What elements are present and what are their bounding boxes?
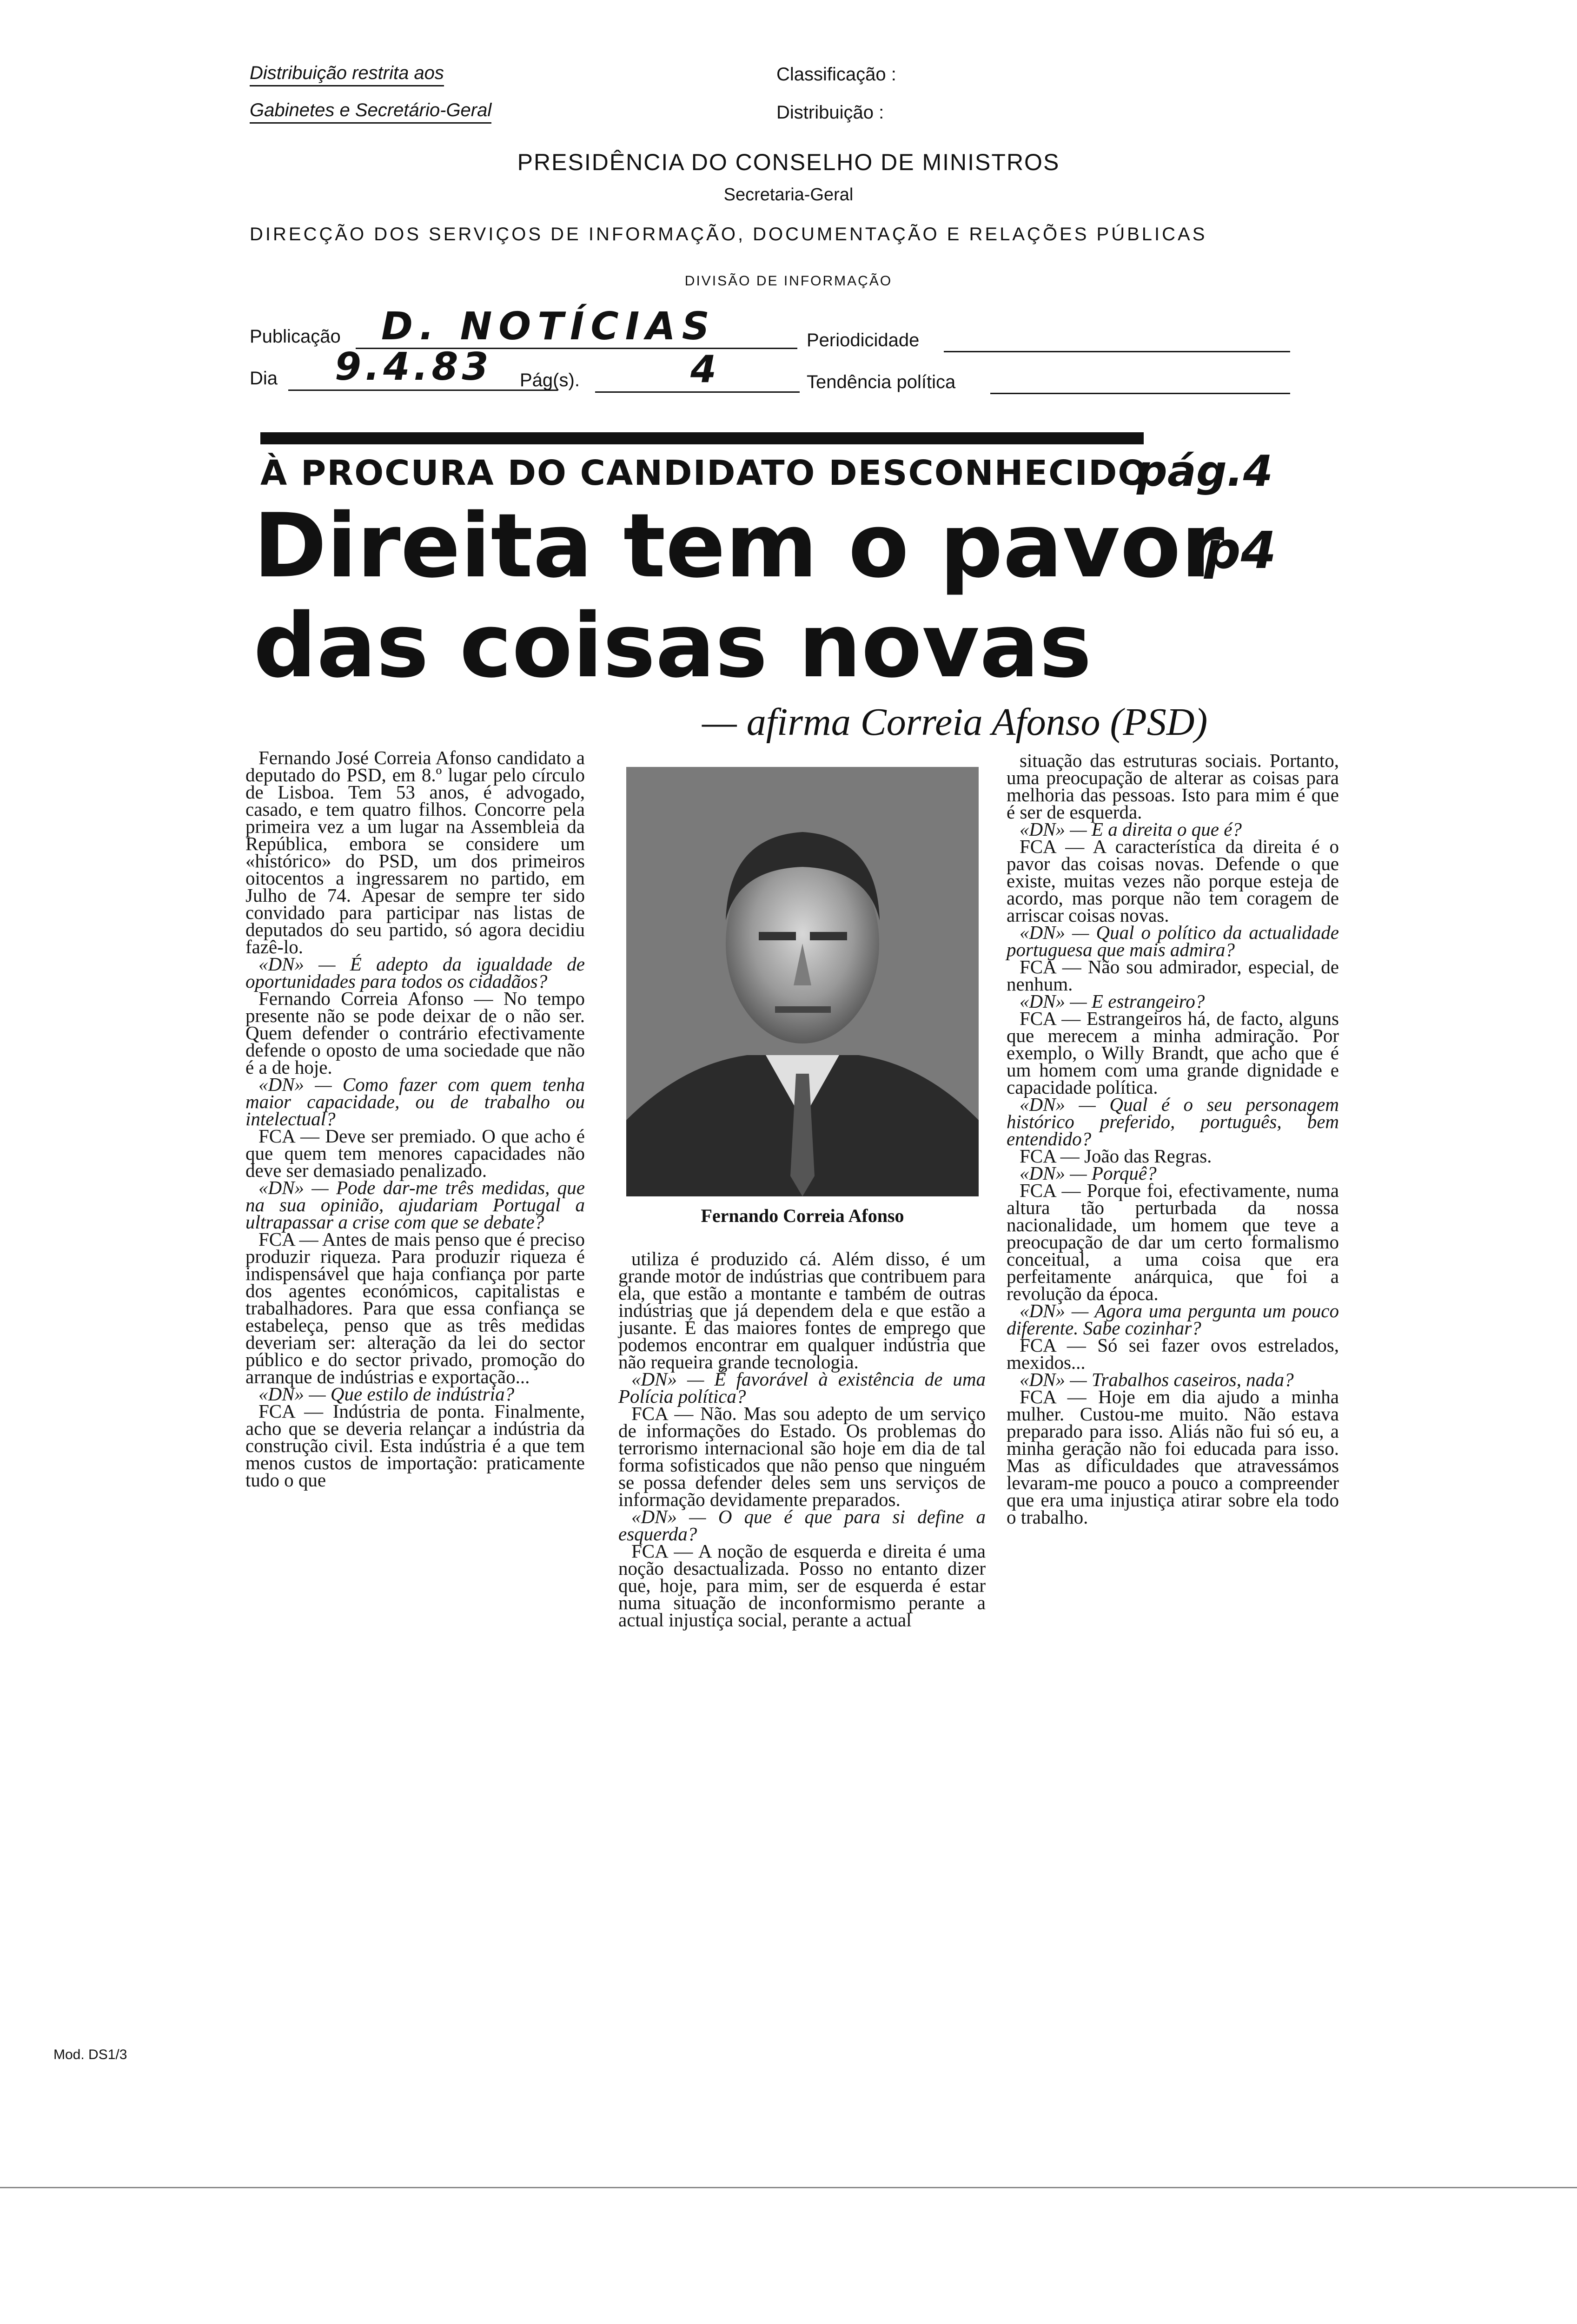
- paragraph: utiliza é produzido cá. Além disso, é um grande motor de indústrias que contribuem para ela, que estão a montante e também de outras indústrias que já dependem dela e que estão a jusante. É das maiores fontes de emprego que podemos encontrar em qualquer indústria que não requeira grande tecnologia.: [618, 1248, 986, 1373]
- pages-label: Pág(s).: [520, 370, 580, 390]
- distribution-label: Distribuição :: [776, 102, 884, 123]
- periodicity-label: Periodicidade: [807, 330, 920, 350]
- paragraph: «DN» — É adepto da igualdade de oportunidades para todos os cidadãos?: [245, 953, 585, 992]
- paragraph: FCA — Deve ser premiado. O que acho é que quem tem menores capacidades não deve ser demasiado penalizado.: [245, 1125, 585, 1181]
- paragraph: FCA — A característica da direita é o pavor das coisas novas. Defende o que existe, muitas vezes não porque esteja de acordo, mas porque não tem coragem de arriscar coisas novas.: [1007, 836, 1339, 926]
- article-kicker: À PROCURA DO CANDIDATO DESCONHECIDO: [260, 453, 1148, 493]
- pages-handwritten: 4: [690, 348, 716, 391]
- paragraph: FCA — Estrangeiros há, de facto, alguns que merecem a minha admiração. Por exemplo, o Willy Brandt, que acho que é um homem com uma grande dignidade e capacidade política.: [1007, 1008, 1339, 1098]
- periodicity-underline: [944, 351, 1290, 352]
- org-title: PRESIDÊNCIA DO CONSELHO DE MINISTROS: [517, 149, 1060, 175]
- column-1: [245, 749, 585, 1489]
- day-label: Dia: [250, 368, 278, 389]
- paragraph: «DN» — Agora uma pergunta um pouco diferente. Sabe cozinhar?: [1007, 1300, 1339, 1339]
- paragraph: Fernando José Correia Afonso candidato a deputado do PSD, em 8.º lugar pelo círculo de Lisboa. Tem 53 anos, é advogado, casado, e tem quatro filhos. Concorre pela primeira vez a um lugar na Assembleia da República, embora se considere um «histórico» do PSD, um dos primeiros oitocentos a ingressarem no partido, em Julho de 74. Apesar de sempre ter sido convidado para participar nas listas de deputados do seu partido, só agora decidiu fazê-lo.: [245, 747, 585, 957]
- column-2: [618, 1250, 986, 1629]
- article-title-line1: Direita tem o pavor: [253, 495, 1225, 597]
- portrait-photo: [626, 767, 979, 1196]
- day-underline: [288, 390, 558, 391]
- paragraph: FCA — Não. Mas sou adepto de um serviço de informações do Estado. Os problemas do terrorismo internacional são hoje em dia de tal forma sofisticados que não penso que ninguém se possa defender deles sem uns serviços de informação devidamente preparados.: [618, 1403, 986, 1510]
- paragraph: «DN» — Porquê?: [1020, 1162, 1157, 1184]
- paragraph: Fernando Correia Afonso — No tempo presente não se pode deixar de o não ser. Quem defender o contrário efectivamente defende o oposto de uma sociedade que não é a de hoje.: [245, 988, 585, 1078]
- paragraph: FCA — Indústria de ponta. Finalmente, acho que se deveria relançar a indústria da construção civil. Esta indústria é a que tem menos custos de importação: praticamente tudo o que: [245, 1400, 585, 1491]
- paragraph: FCA — Hoje em dia ajudo a minha mulher. Custou-me muito. Não estava preparado para isso. Aliás não fui só eu, a minha geração não foi educada para isso. Mas as dificuldades que atravessámos levaram-me pouco a pouco a compreender que era uma injustiça atirar sobre ela todo o trabalho.: [1007, 1386, 1339, 1528]
- paragraph: FCA — Só sei fazer ovos estrelados, mexidos...: [1007, 1334, 1339, 1373]
- org-subtitle: Secretaria-Geral: [723, 185, 854, 205]
- paragraph: «DN» — E estrangeiro?: [1020, 990, 1205, 1012]
- portrait-illustration: [626, 767, 979, 1196]
- paragraph: FCA — Porque foi, efectivamente, numa altura tão perturbada da nossa nacionalidade, um homem que teve a preocupação de dar um certo formalismo conceitual, a uma coisa que era perfeitamente anárquica, que foi a revolução da época.: [1007, 1180, 1339, 1304]
- publication-handwritten: D. NOTÍCIAS: [381, 304, 716, 349]
- scan-divider: [0, 2187, 1577, 2188]
- article-title-line2: das coisas novas: [253, 594, 1092, 697]
- paragraph: «DN» — Como fazer com quem tenha maior capacidade, ou de trabalho ou intelectual?: [245, 1074, 585, 1129]
- paragraph: «DN» — Que estilo de indústria?: [258, 1383, 515, 1405]
- paragraph: FCA — João das Regras.: [1020, 1145, 1212, 1167]
- column-3: [1007, 752, 1339, 1526]
- photo-caption: Fernando Correia Afonso: [701, 1205, 904, 1226]
- title-note-handwritten: p4: [1204, 521, 1277, 580]
- publication-label: Publicação: [250, 326, 341, 347]
- pages-underline: [595, 391, 800, 393]
- political-tendency-underline: [990, 393, 1290, 394]
- paragraph: FCA — Antes de mais penso que é preciso produzir riqueza. Para produzir riqueza é indispensável que haja confiança por parte dos agentes económicos, capitalistas e trabalhadores. Para que essa confiança se estabeleça, penso que as três medidas deveriam ser: alteração da lei do sector público e do sector privado, promoção do arranque de indústrias e exportação...: [245, 1228, 585, 1387]
- paragraph: «DN» — Qual é o seu personagem histórico preferido, português, bem entendido?: [1007, 1094, 1339, 1149]
- day-handwritten: 9.4.83: [335, 345, 492, 389]
- paragraph: «DN» — O que é que para si define a esquerda?: [618, 1506, 986, 1545]
- paragraph: FCA — A noção de esquerda e direita é uma noção desactualizada. Posso no entanto dizer que, hoje, para mim, ser de esquerda é estar numa situação de inconformismo perante a actual injustiça social, perante a actual: [618, 1540, 986, 1631]
- paragraph: «DN» — E a direita o que é?: [1020, 819, 1242, 840]
- paragraph: FCA — Não sou admirador, especial, de nenhum.: [1007, 956, 1339, 995]
- paragraph: «DN» — Qual o político da actualidade portuguesa que mais admira?: [1007, 922, 1339, 960]
- political-tendency-label: Tendência política: [807, 372, 956, 392]
- form-model-code: Mod. DS1/3: [53, 2047, 127, 2062]
- page-note-handwritten: pág.4: [1137, 446, 1273, 496]
- paragraph: «DN» — Trabalhos caseiros, nada?: [1020, 1369, 1294, 1390]
- restricted-distribution-line2: Gabinetes e Secretário-Geral: [250, 100, 491, 121]
- paragraph: situação das estruturas sociais. Portanto, uma preocupação de alterar as coisas para melhoria das pessoas. Isto para mim é que é ser de esquerda.: [1007, 750, 1339, 823]
- restricted-distribution-line1: Distribuição restrita aos: [250, 63, 444, 84]
- division-line: DIVISÃO DE INFORMAÇÃO: [684, 273, 893, 289]
- direction-line: DIRECÇÃO DOS SERVIÇOS DE INFORMAÇÃO, DOCUMENTAÇÃO E RELAÇÕES PÚBLICAS: [250, 224, 1207, 244]
- top-rule: [260, 432, 1144, 444]
- classification-label: Classificação :: [776, 64, 896, 85]
- paragraph: «DN» — Pode dar-me três medidas, que na sua opinião, ajudariam Portugal a ultrapassar a crise com que se debate?: [245, 1177, 585, 1233]
- article-byline: — afirma Correia Afonso (PSD): [702, 700, 1208, 744]
- paragraph: «DN» — É favorável à existência de uma Polícia política?: [618, 1368, 986, 1407]
